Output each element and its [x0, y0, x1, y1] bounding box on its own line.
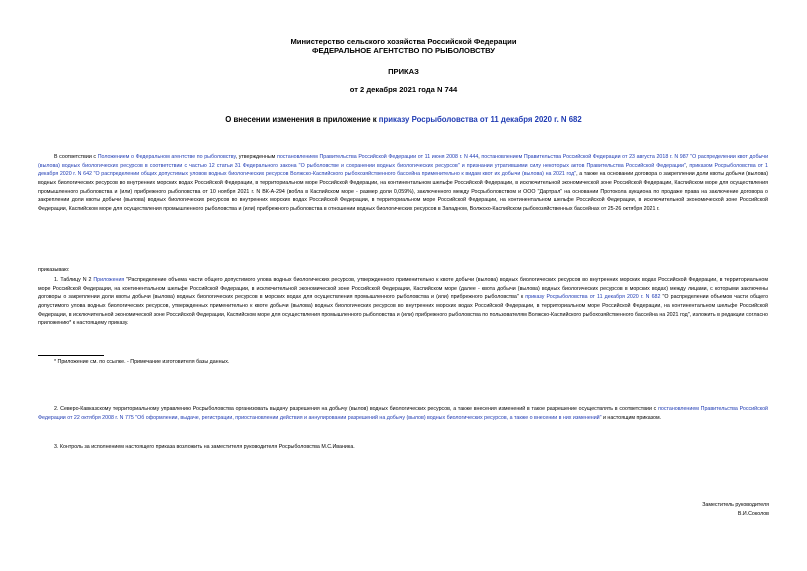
preamble-paragraph	[38, 153, 768, 214]
footnote-divider	[38, 355, 104, 356]
agency-heading: ФЕДЕРАЛЬНОЕ АГЕНТСТВО ПО РЫБОЛОВСТВУ	[312, 46, 495, 55]
regulation-link[interactable]: Положением о Федеральном агентстве по рыболовству	[97, 154, 236, 160]
resolution-444-link[interactable]: постановлением Правительства Российской Федерации от 11 июня 2008 г. N 444	[276, 154, 479, 160]
resolution-987-link[interactable]: постановлением Правительства Российской Федерации от 23 августа 2018 г. N 987 "О распределении квот добычи (вылова) водных биологических ресурсов в соответствии с частью 12 статьи 31 Федерального закона "О рыболовстве и сохранении водных биологических ресурсов" и признании утратившими силу некоторых актов Правительства Российской Федерации"	[38, 154, 769, 169]
document-title	[0, 115, 807, 124]
item-1-paragraph	[38, 276, 768, 328]
title-order-link[interactable]: приказу Росрыболовства от 11 декабря 2020 г. N 682	[378, 115, 582, 124]
preamble-text: В соответствии с	[54, 154, 98, 160]
order-682-link[interactable]: приказу Росрыболовства от 11 декабря 2020 г. N 682	[525, 294, 661, 301]
item-2-text: 2. Северо-Кавказскому территориальному управлению Росрыболовства организовать выдачу разрешения на добычу (вылов) водных биологических ресурсов, а также внесения изменений в такое разрешение осуществлять в соответствии с	[54, 406, 659, 412]
item-1-text: 1. Таблицу N 2	[54, 277, 94, 283]
signer-position: Заместитель руководителя	[702, 502, 769, 508]
document-type: ПРИКАЗ	[388, 67, 419, 76]
title-text: О внесении изменения в приложение к	[225, 115, 379, 124]
item-2-paragraph	[38, 405, 768, 422]
order-word: приказываю:	[38, 267, 70, 273]
preamble-text: , утвержденным	[235, 154, 277, 160]
ministry-heading: Министерство сельского хозяйства Российской Федерации	[290, 37, 517, 46]
order-642-link[interactable]: приказом Росрыболовства от 1 декабря 2020 г. N 642 "О распределении общих допустимых уловов водных биологических ресурсов Волжско-Каспийского рыбохозяйственного бассейна применительно к видам квот их добычи (вылова) на 2021 год"	[38, 162, 768, 178]
preamble-text: , а также на основании договора о закреплении доли квоты добычи (вылова) водных биологических ресурсов во внутренних морских водах Российской Федерации, в территориальном море Российской Федерации, на континентальном шельфе Российской Федерации, в исключительной экономической зоне Российской Федерации, Каспийском море для осуществления промышленного рыболовства и (или) прибрежного рыболовства от 10 ноября 2021 г. N ВК-А-294 (вобла в Каспийском море - размер доли 0,059%), заключенного между Росрыболовством и ООО "Дартрал" на основании Протокола аукциона по продаже права на заключение договора о закреплении доли квоты добычи (вылова) водных биологических ресурсов во внутренних морских водах Российской Федерации, в территориальном море Российской Федерации, на континентальном шельфе Российской Федерации, в исключительной экономической зоне Российской Федерации, Каспийском море для осуществления промышленного рыболовства и (или) прибрежного рыболовства в отношении водных биологических ресурсов в Западном, Волжско-Каспийском рыбохозяйственных бассейнах от 25-26 октября 2021 г.	[38, 171, 768, 212]
preamble-text: ,	[478, 154, 482, 160]
signature-block	[702, 501, 769, 519]
footnote: * Приложение см. по ссылке. - Примечание изготовителя базы данных.	[54, 359, 230, 365]
item-1-text: "Распределение объема части общего допустимого улова водных биологических ресурсов, утвержденного применительно к квоте добычи (вылова) водных биологических ресурсов во внутренних морских водах Российской Федерации, в территориальном море Российской Федерации, на континентальном шельфе Российской Федерации, в исключительной экономической зоне Российской Федерации, Каспийском море (далее - квота добычи (вылова) водных биологических ресурсов в морских водах) между лицами, с которыми заключены договоры о закреплении доли квоты добычи (вылова) водных биологических ресурсов в морских водах для осуществления промышленного рыболовства и (или) прибрежного рыболовства" к	[38, 277, 768, 301]
item-2-text: и настоящим приказом.	[601, 414, 662, 421]
item-3-paragraph: 3. Контроль за исполнением настоящего приказа возложить на заместителя руководителя Росрыболовства М.С.Иваника.	[54, 444, 355, 450]
preamble-text: ,	[685, 162, 690, 169]
resolution-775-link[interactable]: постановлением Правительства Российской Федерации от 22 октября 2008 г. N 775 "Об оформлении, выдаче, регистрации, приостановлении действия и аннулировании разрешений на добычу (вылов) водных биологических ресурсов, а также о внесении в них изменений"	[38, 406, 768, 421]
signer-name: В.И.Соколов	[737, 511, 769, 517]
document-date: от 2 декабря 2021 года N 744	[349, 85, 458, 94]
appendix-link[interactable]: Приложения	[93, 277, 125, 283]
item-1-text: "О распределении объемов части общего допустимого улова водных биологических ресурсов, утвержденных применительно к квоте добычи (вылова) водных биологических ресурсов во внутренних морских водах Российской Федерации, в территориальном море Российской Федерации, на континентальном шельфе Российской Федерации, в исключительной экономической зоне Российской Федерации, Каспийском море для осуществления промышленного рыболовства и (или) прибрежного рыболовства по пользователям Волжско-Каспийского рыбохозяйственного бассейна на 2021 год", изложить в редакции согласно приложению* к настоящему приказу.	[38, 294, 769, 327]
